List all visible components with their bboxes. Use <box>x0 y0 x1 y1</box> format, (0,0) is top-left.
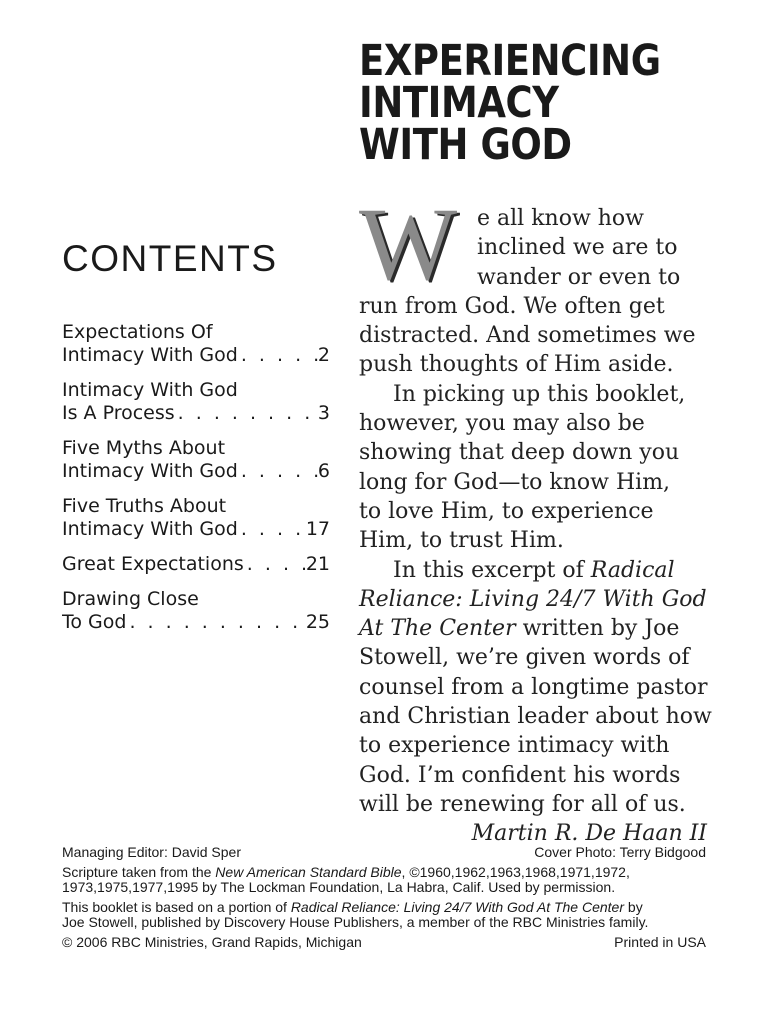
body-line: to love Him, to experience <box>359 498 654 524</box>
body-line: In picking up this booklet, <box>393 381 686 407</box>
printed-in: Printed in USA <box>614 933 706 950</box>
body-line: will be renewing for all of us. <box>359 791 686 817</box>
toc-entry[interactable] <box>62 321 330 367</box>
toc-page-number: 6 <box>317 460 330 482</box>
toc-entry-line1: Intimacy With God <box>62 379 238 401</box>
contents-heading: CONTENTS <box>62 238 278 279</box>
body-line: e all know how <box>477 206 645 231</box>
toc-leader-dots <box>238 344 318 367</box>
drop-cap: W <box>359 187 458 302</box>
toc-page-number: 17 <box>305 518 330 540</box>
title-line: INTIMACY <box>359 78 559 128</box>
source-notice: This booklet is based on a portion of Radical Reliance: Living 24/7 With God At The Center by Joe Stowell, published by Discovery House Publishers, a member of the RBC Ministries family. <box>62 898 649 930</box>
toc-entry[interactable] <box>62 588 330 634</box>
italic-title: Radical <box>590 557 675 583</box>
toc-leader-dots <box>238 518 306 541</box>
toc-page-number: 21 <box>305 553 330 575</box>
signature: Martin R. De Haan II <box>471 821 707 847</box>
managing-editor: Managing Editor: David Sper <box>62 844 241 860</box>
toc-entry-title: Is A Process <box>62 402 175 424</box>
title-line: EXPERIENCING <box>359 36 661 86</box>
toc-leader-dots <box>238 460 318 483</box>
body-line: push thoughts of Him aside. <box>359 352 674 378</box>
italic-title: At The Center <box>359 616 516 642</box>
toc-entry-line1: Five Myths About <box>62 437 226 459</box>
table-of-contents <box>62 321 330 634</box>
toc-page-number: 25 <box>305 611 330 633</box>
toc-leader-dots <box>126 611 305 634</box>
toc-entry[interactable] <box>62 379 330 425</box>
toc-page-number: 3 <box>317 402 330 424</box>
body-line: God. I’m confident his words <box>359 762 681 788</box>
body-line: long for God—to know Him, <box>359 469 671 495</box>
body-line: run from God. We often get <box>359 293 665 319</box>
toc-entry-title: Intimacy With God <box>62 344 238 366</box>
body-line: and Christian leader about how <box>359 704 712 730</box>
body-line: wander or even to <box>477 264 681 290</box>
toc-entry-title: To God <box>62 611 127 633</box>
toc-leader-dots <box>175 402 318 425</box>
body-line: showing that deep down you <box>359 440 680 466</box>
contents-column <box>62 240 330 646</box>
intro-paragraphs <box>359 292 712 819</box>
intro-text <box>359 187 712 849</box>
scripture-notice: Scripture taken from the New American Standard Bible, ©1960,1962,1963,1968,1971,1972, 1973,1975,1977,1995 by The Lockman Foundation, La Habra, Calif. Used by permission. <box>62 863 630 895</box>
body-line: Him, to trust Him. <box>359 528 564 554</box>
toc-entry-title: Great Expectations <box>62 553 244 575</box>
bible-title: New American Standard Bible <box>215 863 402 880</box>
colophon <box>62 845 706 954</box>
intro-column <box>359 36 712 849</box>
italic-title: Reliance: Living 24/7 With God <box>359 586 707 612</box>
body-line: to experience intimacy with <box>359 733 670 759</box>
body-line <box>359 585 709 614</box>
toc-page-number: 2 <box>317 344 330 366</box>
body-line: distracted. And sometimes we <box>359 323 696 349</box>
copyright: © 2006 RBC Ministries, Grand Rapids, Michigan <box>62 933 362 950</box>
body-line: inclined we are to <box>477 235 678 261</box>
body-line: Stowell, we’re given words of <box>359 645 690 671</box>
body-line: counsel from a longtime pastor <box>359 674 708 700</box>
booklet-title <box>359 36 661 170</box>
body-line: however, you may also be <box>359 411 645 437</box>
toc-entry-line1: Drawing Close <box>62 588 199 610</box>
title-line: WITH GOD <box>359 120 572 170</box>
dropcap-block <box>359 187 709 302</box>
toc-entry-line1: Five Truths About <box>62 495 227 517</box>
source-book-title: Radical Reliance: Living 24/7 With God At The Center <box>290 898 625 915</box>
cover-photo-credit: Cover Photo: Terry Bidgood <box>534 844 706 860</box>
toc-entry-line1: Expectations Of <box>62 321 213 343</box>
toc-entry-title: Intimacy With God <box>62 460 238 482</box>
body-line: At The Center written by Joe <box>359 616 680 642</box>
toc-entry[interactable] <box>62 437 330 483</box>
toc-entry[interactable] <box>62 495 330 541</box>
toc-entry[interactable] <box>62 553 330 576</box>
toc-entry-title: Intimacy With God <box>62 518 238 540</box>
body-line: In this excerpt of Radical <box>393 557 675 583</box>
toc-leader-dots <box>244 553 306 576</box>
